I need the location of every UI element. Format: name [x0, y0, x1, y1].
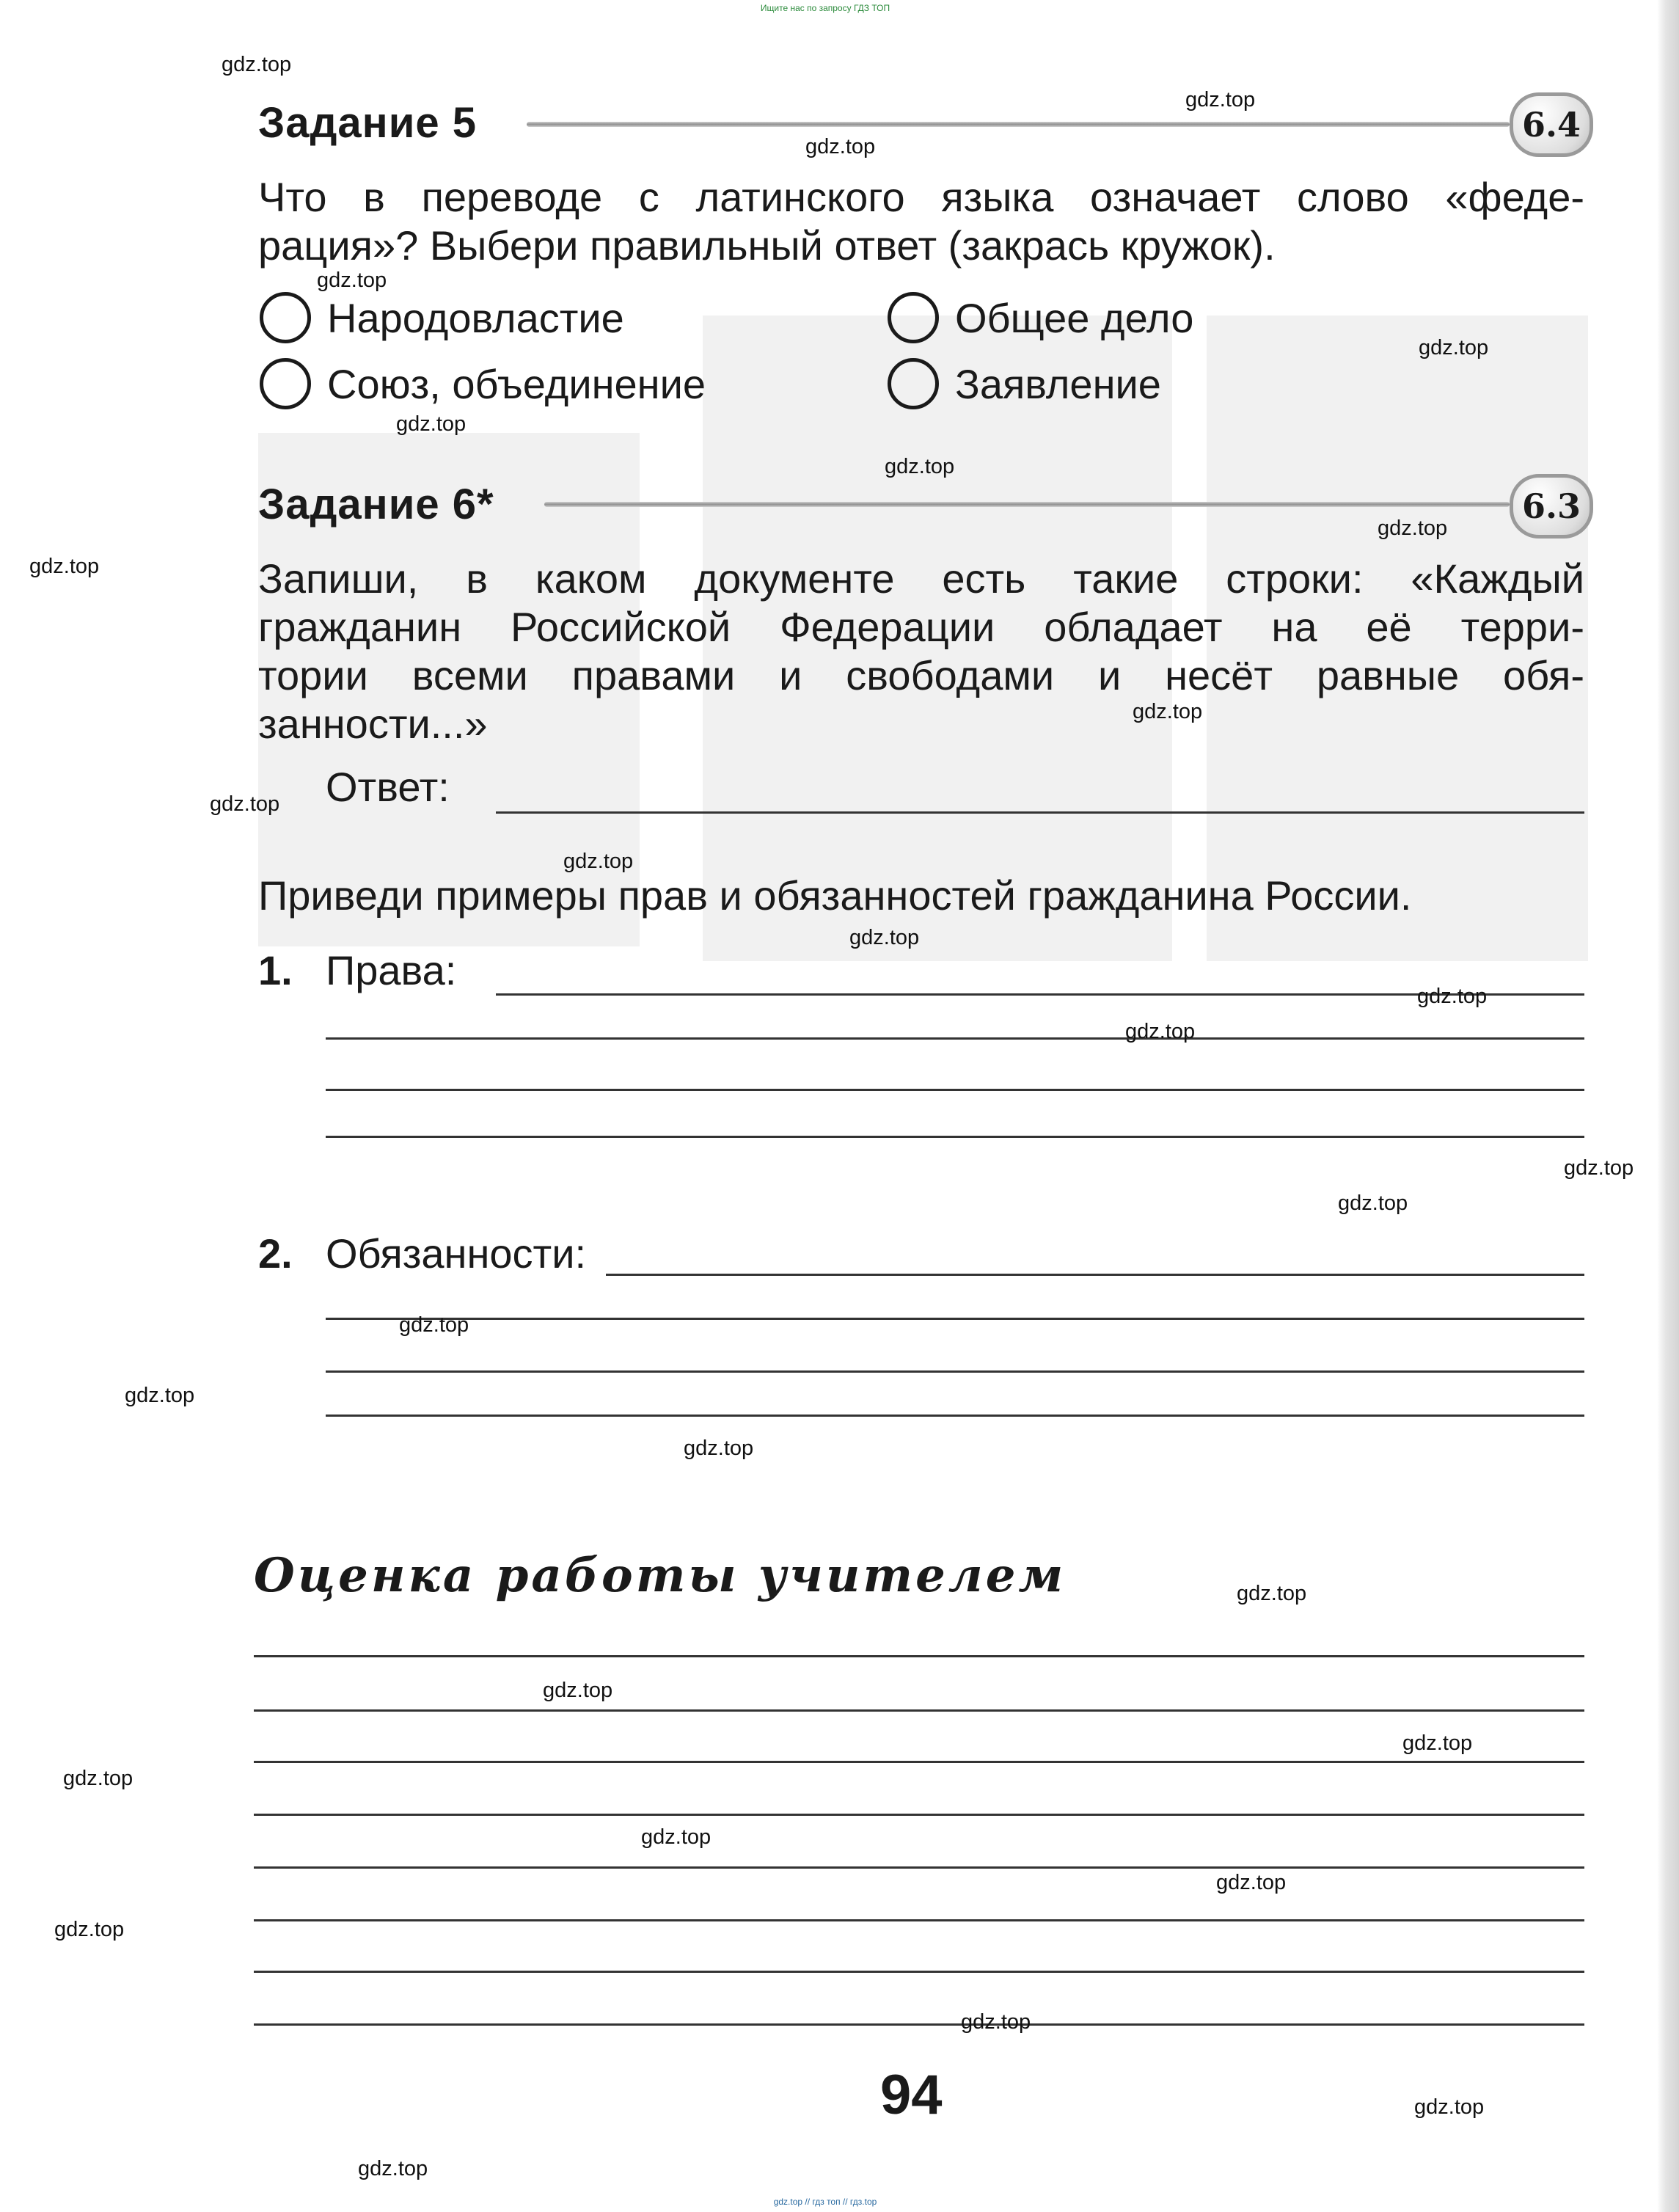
- grade-line-1[interactable]: [254, 1655, 1584, 1657]
- watermark: gdz.top: [396, 412, 467, 436]
- rights-number: 1.: [258, 947, 293, 993]
- watermark: gdz.top: [563, 850, 634, 873]
- watermark: gdz.top: [805, 135, 876, 158]
- option-label: Заявление: [955, 360, 1161, 407]
- duties-number: 2.: [258, 1230, 293, 1277]
- option-soyuz[interactable]: [260, 358, 706, 409]
- task6-rule: [544, 502, 1510, 507]
- watermark: gdz.top: [222, 53, 292, 76]
- watermark: gdz.top: [1417, 985, 1488, 1008]
- watermark: gdz.top: [1378, 517, 1448, 540]
- radio-circle-icon[interactable]: [888, 292, 939, 343]
- watermark: gdz.top: [210, 792, 280, 816]
- page-number: 94: [880, 2064, 943, 2126]
- task5-question-line-1: Что в переводе с латинского языка означает слово «феде-: [258, 174, 1584, 220]
- watermark: gdz.top: [543, 1679, 613, 1702]
- grade-line-2[interactable]: [254, 1709, 1584, 1712]
- rights-line-3[interactable]: [326, 1089, 1584, 1091]
- rights-line-2[interactable]: [326, 1037, 1584, 1040]
- watermark: gdz.top: [1402, 1731, 1473, 1755]
- watermark: gdz.top: [125, 1384, 195, 1407]
- task6-question-line-2: гражданин Российской Федерации обладает на её терри-: [258, 604, 1584, 650]
- duties-label: Обязанности:: [326, 1230, 587, 1277]
- option-narodovlastie[interactable]: [260, 292, 624, 343]
- page-edge-shadow: [1657, 0, 1679, 2212]
- watermark: gdz.top: [885, 455, 955, 478]
- option-label: Общее дело: [955, 294, 1194, 341]
- radio-circle-icon[interactable]: [260, 358, 311, 409]
- grade-line-8[interactable]: [254, 2023, 1584, 2026]
- radio-circle-icon[interactable]: [888, 358, 939, 409]
- task5-badge: 6.4: [1510, 92, 1593, 157]
- answer-label: Ответ:: [326, 764, 450, 810]
- option-obshchee-delo[interactable]: [888, 292, 1193, 343]
- watermark: gdz.top: [29, 555, 100, 578]
- radio-circle-icon[interactable]: [260, 292, 311, 343]
- option-label: Союз, объединение: [327, 360, 706, 407]
- task5-rule: [527, 122, 1510, 127]
- grade-line-5[interactable]: [254, 1866, 1584, 1869]
- task5-question-line-2: рация»? Выбери правильный ответ (закрась кружок).: [258, 222, 1276, 269]
- grade-line-7[interactable]: [254, 1971, 1584, 1973]
- task6-heading: Задание 6*: [258, 481, 494, 528]
- task6-question-line-4: занности...»: [258, 701, 488, 747]
- watermark: gdz.top: [1125, 1020, 1196, 1043]
- rights-line-4[interactable]: [326, 1136, 1584, 1138]
- duties-line-2[interactable]: [326, 1318, 1584, 1320]
- teacher-grade-title: Оценка работы учителем: [254, 1548, 1067, 1603]
- watermark: gdz.top: [849, 926, 920, 949]
- task6-question-line-3: тории всеми правами и свободами и несёт равные обя-: [258, 652, 1584, 698]
- watermark: gdz.top: [1414, 2095, 1485, 2119]
- watermark: gdz.top: [641, 1825, 712, 1849]
- watermark: gdz.top: [1133, 700, 1203, 723]
- watermark: gdz.top: [399, 1313, 469, 1337]
- grade-line-6[interactable]: [254, 1919, 1584, 1921]
- watermark: gdz.top: [1185, 88, 1256, 112]
- rights-label: Права:: [326, 947, 457, 993]
- watermark: gdz.top: [684, 1437, 754, 1460]
- watermark: gdz.top: [358, 2157, 428, 2180]
- option-zayavlenie[interactable]: [888, 358, 1161, 409]
- duties-line-3[interactable]: [326, 1370, 1584, 1373]
- watermark: gdz.top: [1237, 1582, 1307, 1605]
- watermark: gdz.top: [1564, 1156, 1634, 1180]
- watermark: gdz.top: [961, 2010, 1031, 2034]
- watermark: gdz.top: [317, 269, 387, 292]
- watermark: gdz.top: [1419, 336, 1489, 359]
- duties-line-1[interactable]: [606, 1274, 1584, 1276]
- duties-line-4[interactable]: [326, 1415, 1584, 1417]
- task5-heading: Задание 5: [258, 99, 477, 147]
- watermark: gdz.top: [54, 1918, 125, 1941]
- task6-badge: 6.3: [1510, 474, 1593, 539]
- examples-prompt: Приведи примеры прав и обязанностей гражданина России.: [258, 872, 1412, 919]
- task6-question-line-1: Запиши, в каком документе есть такие строки: «Каждый: [258, 555, 1584, 602]
- bottom-links[interactable]: gdz.top // гдз топ // гдз.top: [773, 2197, 877, 2207]
- watermark: gdz.top: [63, 1767, 133, 1790]
- grade-line-3[interactable]: [254, 1761, 1584, 1763]
- option-label: Народовластие: [327, 294, 624, 341]
- answer-line[interactable]: [496, 811, 1584, 814]
- watermark: gdz.top: [1216, 1871, 1287, 1894]
- grade-line-4[interactable]: [254, 1814, 1584, 1816]
- watermark: gdz.top: [1338, 1191, 1408, 1215]
- top-search-link[interactable]: Ищите нас по запросу ГДЗ ТОП: [760, 3, 890, 13]
